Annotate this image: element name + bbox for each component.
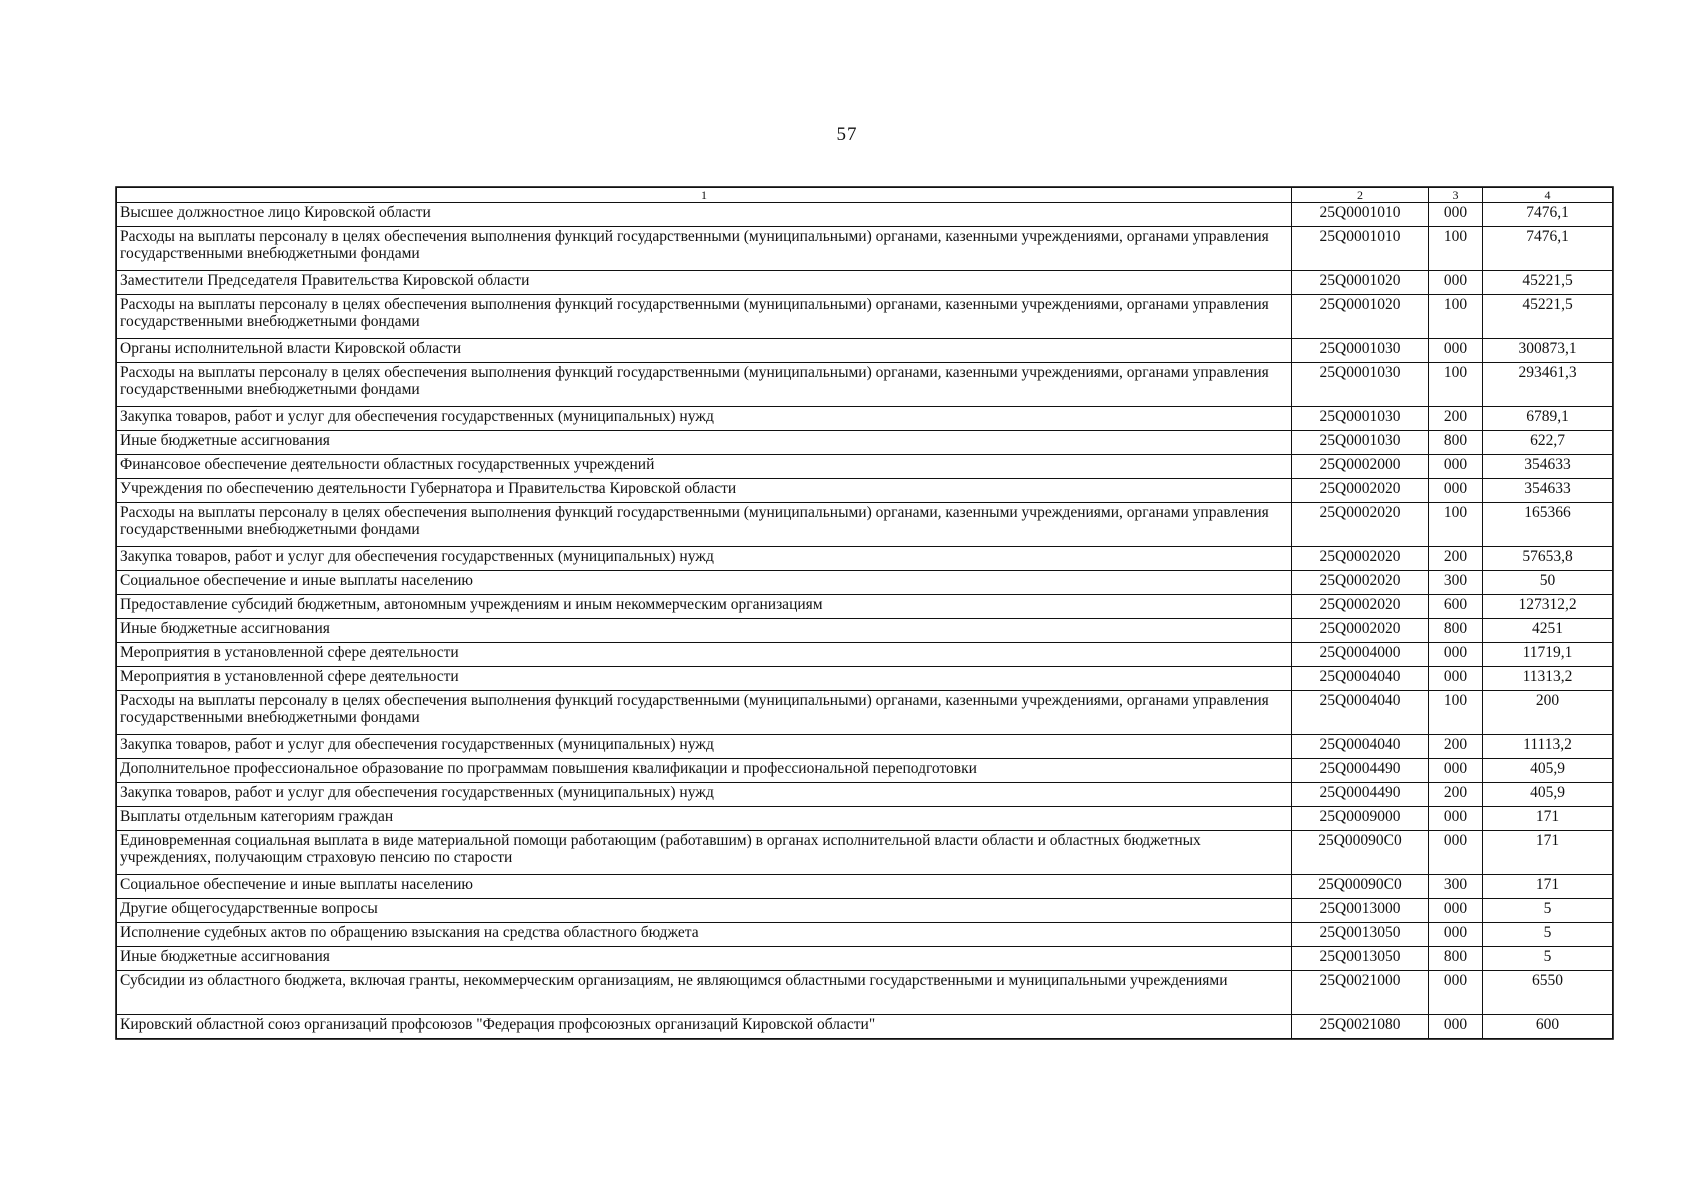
table-row [117, 643, 1613, 667]
expense-type-code: 200 [1429, 407, 1483, 431]
expense-type-code: 200 [1429, 783, 1483, 807]
column-header-4: 4 [1483, 188, 1613, 203]
expense-name: Мероприятия в установленной сфере деятельности [117, 667, 1292, 691]
expense-type-code: 000 [1429, 807, 1483, 831]
expense-name: Другие общегосударственные вопросы [117, 899, 1292, 923]
amount: 57653,8 [1483, 547, 1613, 571]
table-row [117, 875, 1613, 899]
target-article-code: 25Q0021080 [1292, 1015, 1429, 1039]
table-row [117, 595, 1613, 619]
amount: 165366 [1483, 503, 1613, 547]
expense-name: Исполнение судебных актов по обращению взыскания на средства областного бюджета [117, 923, 1292, 947]
target-article-code: 25Q0001020 [1292, 295, 1429, 339]
table-body [117, 203, 1613, 1039]
amount: 11719,1 [1483, 643, 1613, 667]
expense-name: Дополнительное профессиональное образование по программам повышения квалификации и профессиональной переподготовки [117, 759, 1292, 783]
target-article-code: 25Q0002020 [1292, 595, 1429, 619]
expense-name: Кировский областной союз организаций профсоюзов "Федерация профсоюзных организаций Кировской области" [117, 1015, 1292, 1039]
expense-name: Расходы на выплаты персоналу в целях обеспечения выполнения функций государственными (муниципальными) органами, казенными учреждениями, органами управления государственными внебюджетными фондами [117, 295, 1292, 339]
expense-name: Предоставление субсидий бюджетным, автономным учреждениям и иным некоммерческим организациям [117, 595, 1292, 619]
target-article-code: 25Q0002020 [1292, 547, 1429, 571]
target-article-code: 25Q00090C0 [1292, 875, 1429, 899]
amount: 171 [1483, 807, 1613, 831]
target-article-code: 25Q0002020 [1292, 503, 1429, 547]
expense-type-code: 200 [1429, 547, 1483, 571]
expense-type-code: 100 [1429, 295, 1483, 339]
expense-type-code: 000 [1429, 923, 1483, 947]
amount: 293461,3 [1483, 363, 1613, 407]
expense-type-code: 000 [1429, 339, 1483, 363]
table-row [117, 667, 1613, 691]
expense-name: Иные бюджетные ассигнования [117, 431, 1292, 455]
table-row [117, 947, 1613, 971]
amount: 6789,1 [1483, 407, 1613, 431]
amount: 7476,1 [1483, 227, 1613, 271]
target-article-code: 25Q0009000 [1292, 807, 1429, 831]
table-row [117, 455, 1613, 479]
expense-type-code: 100 [1429, 363, 1483, 407]
expense-type-code: 000 [1429, 667, 1483, 691]
table-row [117, 363, 1613, 407]
amount: 171 [1483, 875, 1613, 899]
target-article-code: 25Q0004040 [1292, 735, 1429, 759]
expense-name: Расходы на выплаты персоналу в целях обеспечения выполнения функций государственными (муниципальными) органами, казенными учреждениями, органами управления государственными внебюджетными фондами [117, 691, 1292, 735]
target-article-code: 25Q0004040 [1292, 691, 1429, 735]
expense-type-code: 800 [1429, 431, 1483, 455]
amount: 11313,2 [1483, 667, 1613, 691]
table-row [117, 547, 1613, 571]
expense-name: Закупка товаров, работ и услуг для обеспечения государственных (муниципальных) нужд [117, 407, 1292, 431]
expense-type-code: 100 [1429, 227, 1483, 271]
table-row [117, 203, 1613, 227]
expense-name: Органы исполнительной власти Кировской области [117, 339, 1292, 363]
expense-name: Высшее должностное лицо Кировской области [117, 203, 1292, 227]
target-article-code: 25Q0001010 [1292, 203, 1429, 227]
expense-name: Закупка товаров, работ и услуг для обеспечения государственных (муниципальных) нужд [117, 547, 1292, 571]
amount: 127312,2 [1483, 595, 1613, 619]
amount: 600 [1483, 1015, 1613, 1039]
expense-type-code: 000 [1429, 643, 1483, 667]
expense-name: Иные бюджетные ассигнования [117, 619, 1292, 643]
amount: 11113,2 [1483, 735, 1613, 759]
expense-type-code: 000 [1429, 479, 1483, 503]
amount: 354633 [1483, 479, 1613, 503]
table-row [117, 783, 1613, 807]
column-header-3: 3 [1429, 188, 1483, 203]
target-article-code: 25Q0001020 [1292, 271, 1429, 295]
expense-name: Мероприятия в установленной сфере деятельности [117, 643, 1292, 667]
target-article-code: 25Q0002000 [1292, 455, 1429, 479]
page-number: 57 [836, 124, 858, 145]
amount: 405,9 [1483, 759, 1613, 783]
table-row [117, 759, 1613, 783]
expense-name: Субсидии из областного бюджета, включая гранты, некоммерческим организациям, не являющимся областными государственными и муниципальными учреждениями [117, 971, 1292, 1015]
column-header-1: 1 [117, 188, 1292, 203]
table-row [117, 503, 1613, 547]
amount: 45221,5 [1483, 295, 1613, 339]
amount: 300873,1 [1483, 339, 1613, 363]
expense-type-code: 300 [1429, 875, 1483, 899]
table-row [117, 339, 1613, 363]
expense-name: Иные бюджетные ассигнования [117, 947, 1292, 971]
target-article-code: 25Q0001030 [1292, 363, 1429, 407]
expense-name: Расходы на выплаты персоналу в целях обеспечения выполнения функций государственными (муниципальными) органами, казенными учреждениями, органами управления государственными внебюджетными фондами [117, 503, 1292, 547]
amount: 4251 [1483, 619, 1613, 643]
amount: 405,9 [1483, 783, 1613, 807]
expense-type-code: 000 [1429, 759, 1483, 783]
amount: 6550 [1483, 971, 1613, 1015]
amount: 5 [1483, 923, 1613, 947]
table-row [117, 691, 1613, 735]
column-header-2: 2 [1292, 188, 1429, 203]
target-article-code: 25Q0001010 [1292, 227, 1429, 271]
target-article-code: 25Q0002020 [1292, 571, 1429, 595]
expense-type-code: 000 [1429, 831, 1483, 875]
amount: 50 [1483, 571, 1613, 595]
table-row [117, 407, 1613, 431]
target-article-code: 25Q0013000 [1292, 899, 1429, 923]
expense-name: Расходы на выплаты персоналу в целях обеспечения выполнения функций государственными (муниципальными) органами, казенными учреждениями, органами управления государственными внебюджетными фондами [117, 363, 1292, 407]
expense-type-code: 000 [1429, 271, 1483, 295]
amount: 5 [1483, 899, 1613, 923]
table-row [117, 735, 1613, 759]
expense-name: Единовременная социальная выплата в виде материальной помощи работающим (работавшим) в органах исполнительной власти области и областных бюджетных учреждениях, получающим страховую пенсию по старости [117, 831, 1292, 875]
target-article-code: 25Q0004000 [1292, 643, 1429, 667]
expense-type-code: 000 [1429, 455, 1483, 479]
target-article-code: 25Q0013050 [1292, 947, 1429, 971]
expense-name: Закупка товаров, работ и услуг для обеспечения государственных (муниципальных) нужд [117, 735, 1292, 759]
expense-type-code: 000 [1429, 899, 1483, 923]
table-row [117, 807, 1613, 831]
target-article-code: 25Q0001030 [1292, 339, 1429, 363]
expense-type-code: 100 [1429, 691, 1483, 735]
expense-name: Расходы на выплаты персоналу в целях обеспечения выполнения функций государственными (муниципальными) органами, казенными учреждениями, органами управления государственными внебюджетными фондами [117, 227, 1292, 271]
target-article-code: 25Q0004490 [1292, 759, 1429, 783]
table-row [117, 971, 1613, 1015]
amount: 5 [1483, 947, 1613, 971]
table-row [117, 227, 1613, 271]
table-row [117, 431, 1613, 455]
expense-name: Финансовое обеспечение деятельности областных государственных учреждений [117, 455, 1292, 479]
amount: 7476,1 [1483, 203, 1613, 227]
target-article-code: 25Q0001030 [1292, 407, 1429, 431]
expense-type-code: 000 [1429, 203, 1483, 227]
expense-type-code: 800 [1429, 947, 1483, 971]
expense-type-code: 300 [1429, 571, 1483, 595]
expense-type-code: 000 [1429, 971, 1483, 1015]
budget-table [116, 187, 1613, 1039]
table-row [117, 271, 1613, 295]
table-row [117, 295, 1613, 339]
expense-name: Социальное обеспечение и иные выплаты населению [117, 875, 1292, 899]
amount: 45221,5 [1483, 271, 1613, 295]
expense-name: Учреждения по обеспечению деятельности Губернатора и Правительства Кировской области [117, 479, 1292, 503]
target-article-code: 25Q0021000 [1292, 971, 1429, 1015]
expense-type-code: 100 [1429, 503, 1483, 547]
amount: 354633 [1483, 455, 1613, 479]
target-article-code: 25Q0001030 [1292, 431, 1429, 455]
target-article-code: 25Q0002020 [1292, 619, 1429, 643]
expense-type-code: 000 [1429, 1015, 1483, 1039]
table-row [117, 923, 1613, 947]
expense-name: Социальное обеспечение и иные выплаты населению [117, 571, 1292, 595]
expense-name: Закупка товаров, работ и услуг для обеспечения государственных (муниципальных) нужд [117, 783, 1292, 807]
expense-name: Выплаты отдельным категориям граждан [117, 807, 1292, 831]
amount: 200 [1483, 691, 1613, 735]
expense-type-code: 200 [1429, 735, 1483, 759]
table-row [117, 831, 1613, 875]
table-row [117, 1015, 1613, 1039]
target-article-code: 25Q00090C0 [1292, 831, 1429, 875]
target-article-code: 25Q0004040 [1292, 667, 1429, 691]
table-row [117, 619, 1613, 643]
table-row [117, 571, 1613, 595]
header-row [117, 188, 1613, 203]
amount: 622,7 [1483, 431, 1613, 455]
target-article-code: 25Q0002020 [1292, 479, 1429, 503]
table-row [117, 899, 1613, 923]
target-article-code: 25Q0004490 [1292, 783, 1429, 807]
table-row [117, 479, 1613, 503]
target-article-code: 25Q0013050 [1292, 923, 1429, 947]
amount: 171 [1483, 831, 1613, 875]
expense-type-code: 600 [1429, 595, 1483, 619]
expense-type-code: 800 [1429, 619, 1483, 643]
expense-name: Заместители Председателя Правительства Кировской области [117, 271, 1292, 295]
